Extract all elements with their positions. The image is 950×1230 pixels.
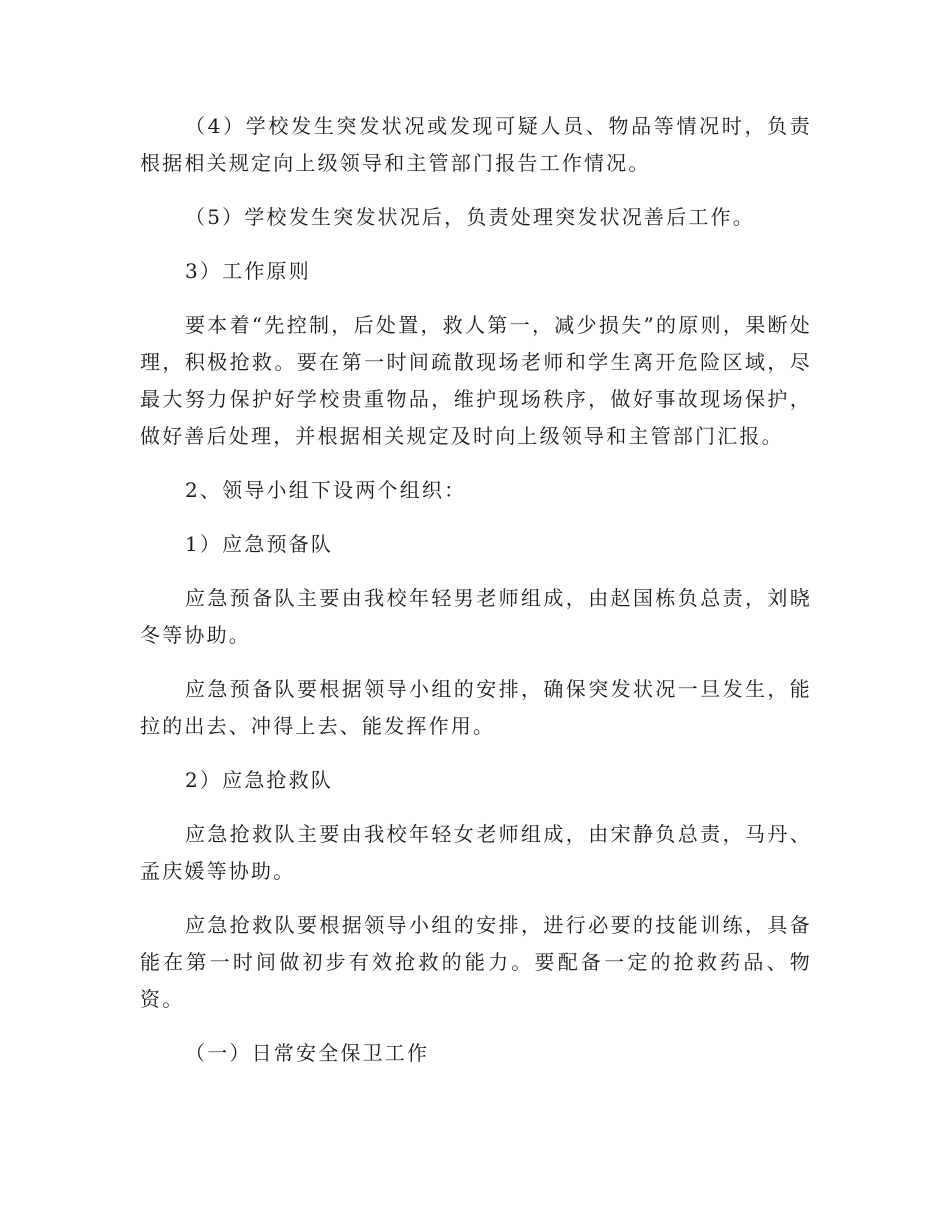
paragraph-report-duty: （4）学校发生突发状况或发现可疑人员、物品等情况时，负责根据相关规定向上级领导和主管部门报告工作情况。 (140, 114, 812, 175)
paragraph-rescue-team-duty: 应急抢救队要根据领导小组的安排，进行必要的技能训练，具备能在第一时间做初步有效抢救的能力。要配备一定的抢救药品、物资。 (140, 913, 812, 1011)
heading-work-principles: 3）工作原则 (185, 259, 311, 283)
heading-emergency-rescue-team: 2）应急抢救队 (185, 768, 334, 792)
paragraph-aftermath-duty: （5）学校发生突发状况后，负责处理突发状况善后工作。 (185, 205, 755, 229)
paragraph-reserve-team-duty: 应急预备队要根据领导小组的安排，确保突发状况一旦发生，能拉的出去、冲得上去、能发挥作用。 (140, 677, 812, 738)
document-body (140, 108, 812, 1072)
heading-emergency-reserve-team: 1）应急预备队 (185, 532, 334, 556)
paragraph-reserve-team-members: 应急预备队主要由我校年轻男老师组成，由赵国栋负总责，刘晓冬等协助。 (140, 586, 812, 647)
heading-sub-organizations: 2、领导小组下设两个组织： (185, 478, 467, 502)
paragraph-rescue-team-members: 应急抢救队主要由我校年轻女老师组成，由宋静负总责，马丹、孟庆媛等协助。 (140, 822, 812, 883)
heading-daily-security-work: （一）日常安全保卫工作 (185, 1041, 430, 1065)
paragraph-work-principles: 要本着“先控制，后处置，救人第一，减少损失”的原则，果断处理，积极抢救。要在第一时间疏散现场老师和学生离开危险区域，尽最大努力保护好学校贵重物品，维护现场秩序，做好事故现场保护，做好善后处理，并根据相关规定及时向上级领导和主管部门汇报。 (140, 313, 812, 448)
